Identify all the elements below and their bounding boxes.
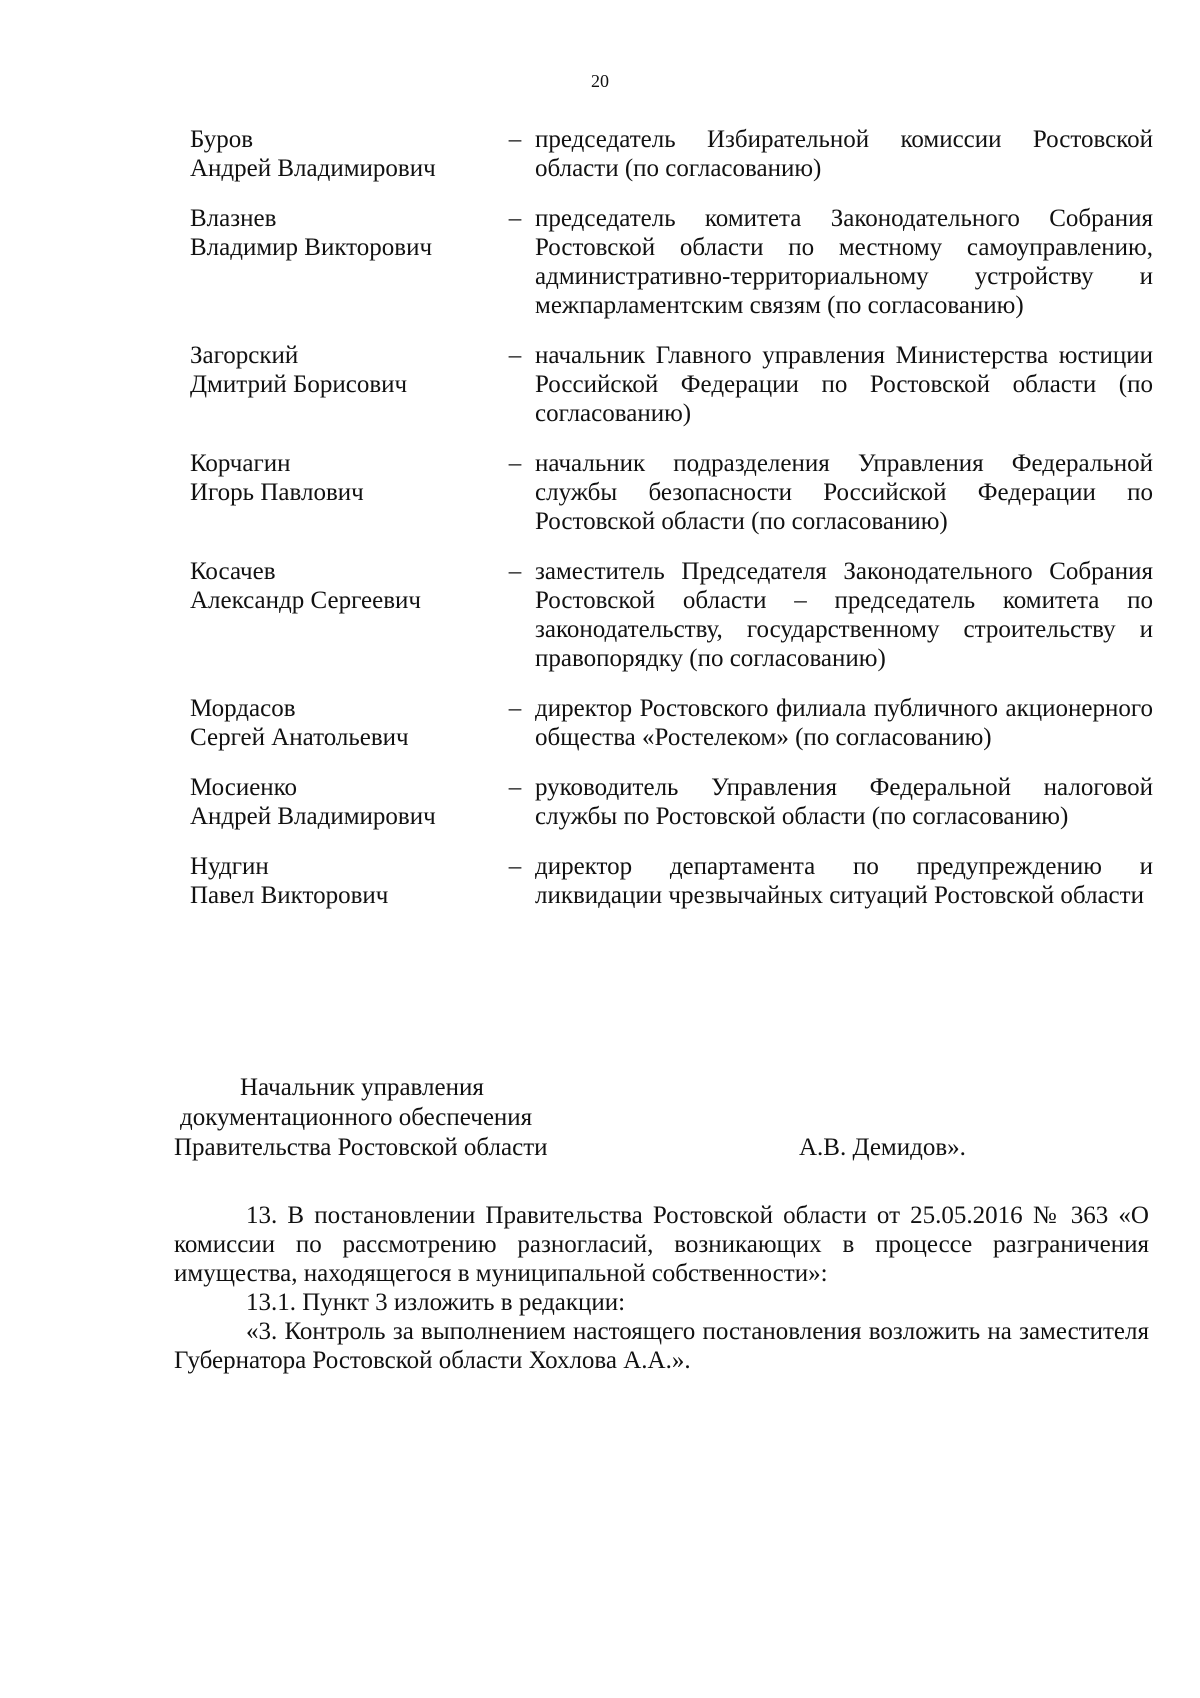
- member-given-names: Сергей Анатольевич: [190, 724, 409, 751]
- member-given-names: Владимир Викторович: [190, 234, 433, 261]
- member-role: председатель комитета Законодательного Собрания Ростовской области по местному самоуправлению, административно-территориальному устройству и межпарламентским связям (по согласованию): [535, 205, 1153, 319]
- member-name: [190, 125, 495, 183]
- member-surname: Косачев: [190, 558, 276, 585]
- member-role: председатель Избирательной комиссии Ростовской области (по согласованию): [535, 126, 1153, 182]
- member-surname: Корчагин: [190, 450, 291, 477]
- member-role: директор департамента по предупреждению и ликвидации чрезвычайных ситуаций Ростовской области: [535, 853, 1153, 909]
- amendment-paragraph: 13.1. Пункт 3 изложить в редакции:: [246, 1289, 626, 1316]
- page-number: 20: [591, 71, 609, 91]
- member-row: [190, 449, 1153, 536]
- member-row: [190, 341, 1153, 428]
- member-name: [190, 557, 495, 673]
- member-given-names: Дмитрий Борисович: [190, 371, 408, 398]
- member-name: [190, 773, 495, 831]
- member-given-names: Игорь Павлович: [190, 479, 364, 506]
- signatory-position-line: Начальник управления: [240, 1074, 484, 1101]
- member-name: [190, 694, 495, 752]
- member-role: руководитель Управления Федеральной налоговой службы по Ростовской области (по согласованию): [535, 774, 1153, 830]
- member-dash: –: [508, 205, 522, 232]
- member-row: [190, 125, 1153, 183]
- member-name: [190, 341, 495, 428]
- member-role: заместитель Председателя Законодательного Собрания Ростовской области – председатель комитета по законодательству, государственному строительству и правопорядку (по согласованию): [535, 558, 1153, 672]
- amendment-paragraph: «3. Контроль за выполнением настоящего постановления возложить на заместителя Губернатора Ростовской области Хохлова А.А.».: [174, 1318, 1149, 1374]
- member-given-names: Андрей Владимирович: [190, 803, 436, 830]
- member-surname: Мосиенко: [190, 774, 298, 801]
- member-row: [190, 773, 1153, 831]
- member-dash: –: [508, 774, 522, 801]
- member-role: директор Ростовского филиала публичного акционерного общества «Ростелеком» (по согласованию): [535, 695, 1153, 751]
- signatory-name: А.В. Демидов».: [799, 1134, 966, 1161]
- amendment-paragraph: 13. В постановлении Правительства Ростовской области от 25.05.2016 № 363 «О комиссии по рассмотрению разногласий, возникающих в процессе разграничения имущества, находящегося в муниципальной собственности»:: [174, 1202, 1149, 1287]
- member-given-names: Павел Викторович: [190, 882, 389, 909]
- member-row: [190, 694, 1153, 752]
- member-surname: Влазнев: [190, 205, 277, 232]
- member-row: [190, 557, 1153, 673]
- member-dash: –: [508, 853, 522, 880]
- member-surname: Нудгин: [190, 853, 269, 880]
- member-dash: –: [508, 342, 522, 369]
- member-dash: –: [508, 558, 522, 585]
- member-dash: –: [508, 126, 522, 153]
- signatory-position-line: документационного обеспечения: [180, 1104, 533, 1131]
- commission-member-list: [190, 125, 1153, 931]
- member-row: [190, 852, 1153, 910]
- member-dash: –: [508, 695, 522, 722]
- member-name: [190, 852, 495, 910]
- member-name: [190, 449, 495, 536]
- member-surname: Мордасов: [190, 695, 296, 722]
- amendment-text: [174, 1201, 1149, 1375]
- member-row: [190, 204, 1153, 320]
- signature-block: [0, 1073, 1200, 1173]
- member-role: начальник подразделения Управления Федеральной службы безопасности Российской Федерации по Ростовской области (по согласованию): [535, 450, 1153, 535]
- member-given-names: Александр Сергеевич: [190, 587, 421, 614]
- member-given-names: Андрей Владимирович: [190, 155, 436, 182]
- signatory-position-line: Правительства Ростовской области: [174, 1134, 548, 1161]
- member-dash: –: [508, 450, 522, 477]
- member-surname: Загорский: [190, 342, 299, 369]
- member-surname: Буров: [190, 126, 254, 153]
- member-name: [190, 204, 495, 320]
- member-role: начальник Главного управления Министерства юстиции Российской Федерации по Ростовской области (по согласованию): [535, 342, 1153, 427]
